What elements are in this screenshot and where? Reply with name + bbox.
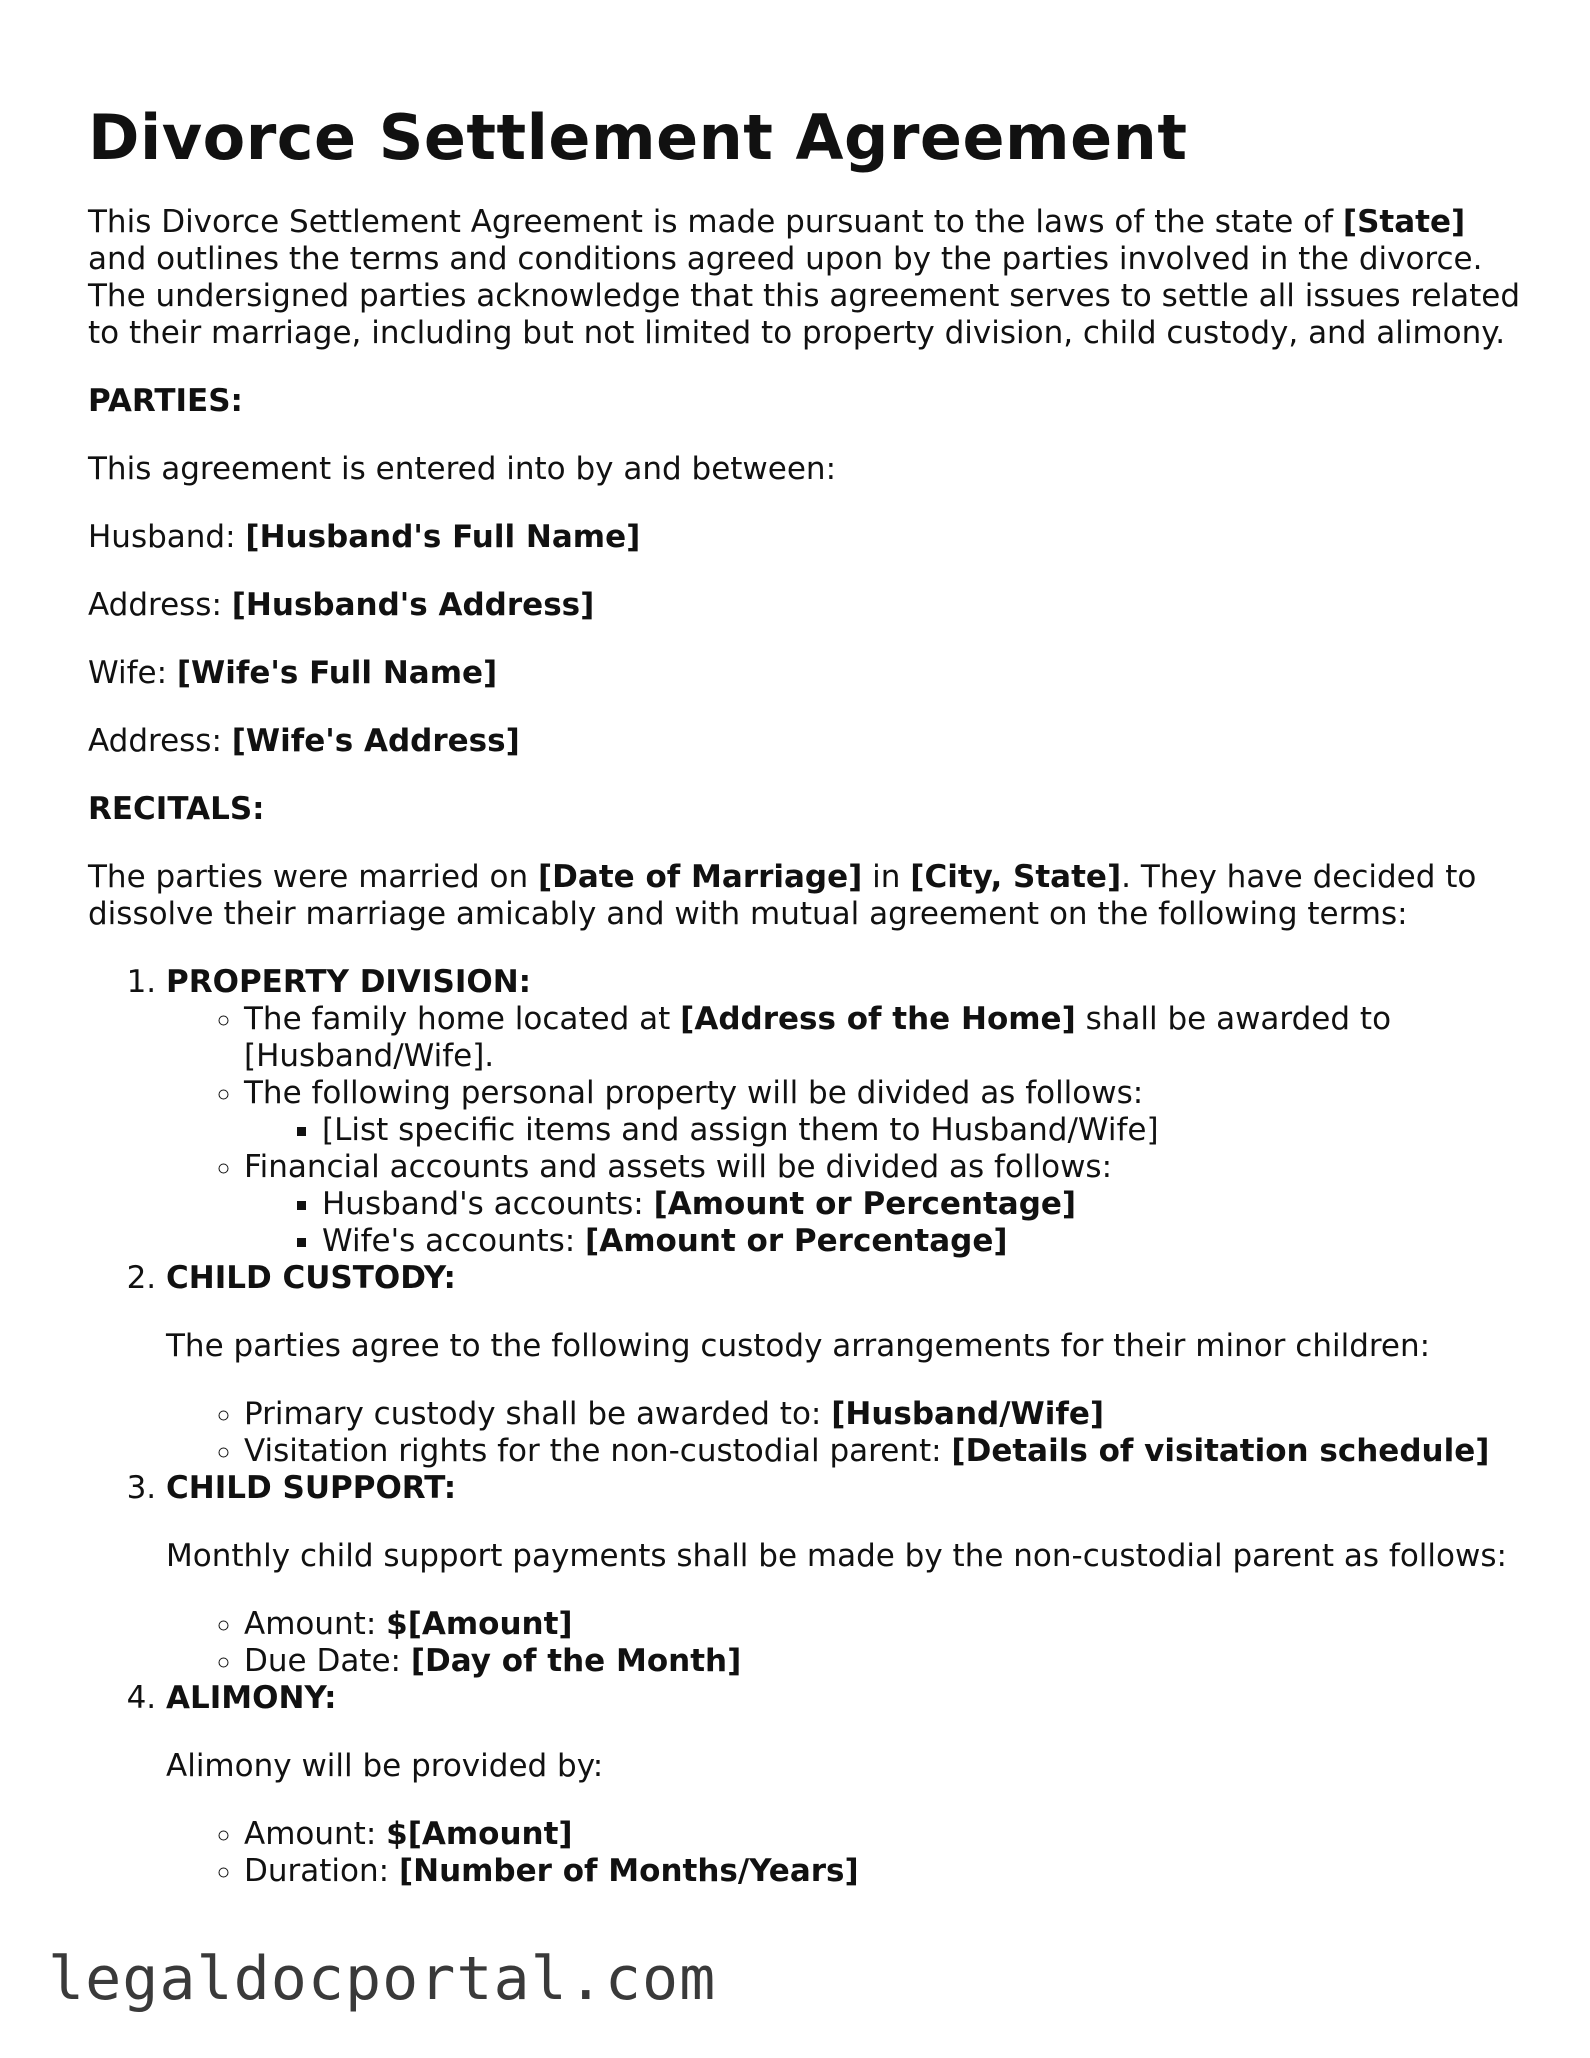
home-address-placeholder: [Address of the Home]: [680, 1001, 1076, 1037]
husband-address-label: Address:: [88, 587, 232, 623]
wife-name-placeholder: [Wife's Full Name]: [176, 655, 498, 691]
wife-line: [88, 655, 1528, 692]
child-custody-heading: CHILD CUSTODY:: [166, 1260, 456, 1296]
recitals-heading: RECITALS:: [88, 791, 265, 827]
parties-heading: PARTIES:: [88, 383, 243, 419]
list-item: [322, 1186, 1528, 1223]
husband-address-line: [88, 587, 1528, 624]
section-child-support: [166, 1470, 1528, 1680]
child-support-heading: CHILD SUPPORT:: [166, 1470, 457, 1506]
wife-accounts-placeholder: [Amount or Percentage]: [585, 1223, 1008, 1259]
alimony-intro: Alimony will be provided by:: [166, 1748, 604, 1784]
parties-intro: This agreement is entered into by and between:: [88, 451, 837, 487]
list-item: [244, 1606, 1528, 1643]
home-text-post: shall be awarded to [Husband/Wife].: [244, 1001, 1392, 1074]
personal-property-text: The following personal property will be divided as follows:: [244, 1075, 1144, 1111]
section-child-custody: [166, 1260, 1528, 1470]
home-text-pre: The family home located at: [244, 1001, 681, 1037]
support-list: [166, 1606, 1528, 1680]
husband-accounts-placeholder: [Amount or Percentage]: [653, 1186, 1077, 1222]
primary-custody-placeholder: [Husband/Wife]: [831, 1396, 1105, 1432]
visitation-label: Visitation rights for the non-custodial parent:: [244, 1433, 952, 1469]
support-amount-label: Amount:: [244, 1606, 387, 1642]
property-list: [166, 1001, 1528, 1260]
alimony-duration-placeholder: [Number of Months/Years]: [398, 1853, 859, 1889]
alimony-amount-placeholder: $[Amount]: [386, 1816, 573, 1852]
document-title: Divorce Settlement Agreement: [88, 101, 1188, 174]
alimony-list: [166, 1816, 1528, 1890]
property-division-heading: PROPERTY DIVISION:: [166, 964, 532, 1000]
intro-text-pre: This Divorce Settlement Agreement is made pursuant to the laws of the state of: [88, 204, 1343, 240]
intro-paragraph: [88, 204, 1528, 352]
wife-address-placeholder: [Wife's Address]: [231, 723, 520, 759]
list-item: [244, 1075, 1528, 1149]
list-item: [244, 1396, 1528, 1433]
list-item: [244, 1643, 1528, 1680]
intro-text-post: and outlines the terms and conditions agreed upon by the parties involved in the divorce. The undersigned parties acknowledge that this agreement serves to settle all issues related to their marriage, including but not limited to property division, child custody, and alimony.: [88, 241, 1521, 351]
recitals-text-pre: The parties were married on: [88, 859, 539, 895]
list-item: [244, 1816, 1528, 1853]
recitals-paragraph: [88, 859, 1528, 933]
husband-address-placeholder: [Husband's Address]: [231, 587, 595, 623]
wife-address-line: [88, 723, 1528, 760]
wife-accounts-label: Wife's accounts:: [322, 1223, 586, 1259]
document-page: [88, 100, 1528, 1890]
support-due-label: Due Date:: [244, 1643, 411, 1679]
list-item: [244, 1001, 1528, 1075]
recitals-text-post: . They have decided to dissolve their marriage amicably and with mutual agreement on the following terms:: [88, 859, 1477, 932]
list-item: [244, 1149, 1528, 1260]
custody-intro: The parties agree to the following custody arrangements for their minor children:: [166, 1328, 1431, 1364]
section-alimony: [166, 1680, 1528, 1890]
state-placeholder: [State]: [1342, 204, 1466, 240]
list-item: [322, 1223, 1528, 1260]
watermark: legaldocportal.com: [48, 1944, 717, 2014]
husband-label: Husband:: [88, 519, 246, 555]
wife-address-label: Address:: [88, 723, 232, 759]
support-amount-placeholder: $[Amount]: [386, 1606, 573, 1642]
alimony-heading: ALIMONY:: [166, 1680, 337, 1716]
marriage-date-placeholder: [Date of Marriage]: [538, 859, 863, 895]
section-property-division: [166, 964, 1528, 1260]
wife-label: Wife:: [88, 655, 177, 691]
list-item: [244, 1853, 1528, 1890]
support-due-placeholder: [Day of the Month]: [410, 1643, 742, 1679]
primary-custody-label: Primary custody shall be awarded to:: [244, 1396, 832, 1432]
husband-name-placeholder: [Husband's Full Name]: [245, 519, 641, 555]
personal-property-sublist: [244, 1112, 1528, 1149]
recitals-text-in: in: [862, 859, 911, 895]
husband-accounts-label: Husband's accounts:: [322, 1186, 654, 1222]
financial-accounts-text: Financial accounts and assets will be divided as follows:: [244, 1149, 1113, 1185]
alimony-amount-label: Amount:: [244, 1816, 387, 1852]
support-intro: Monthly child support payments shall be made by the non-custodial parent as follows:: [166, 1538, 1507, 1574]
alimony-duration-label: Duration:: [244, 1853, 399, 1889]
list-item: [244, 1433, 1528, 1470]
terms-list: [88, 964, 1528, 1890]
marriage-place-placeholder: [City, State]: [910, 859, 1122, 895]
financial-accounts-sublist: [244, 1186, 1528, 1260]
visitation-placeholder: [Details of visitation schedule]: [951, 1433, 1490, 1469]
list-item: ▪ [List specific items and assign them to Husband/Wife]: [322, 1112, 1528, 1149]
husband-line: [88, 519, 1528, 556]
custody-list: [166, 1396, 1528, 1470]
